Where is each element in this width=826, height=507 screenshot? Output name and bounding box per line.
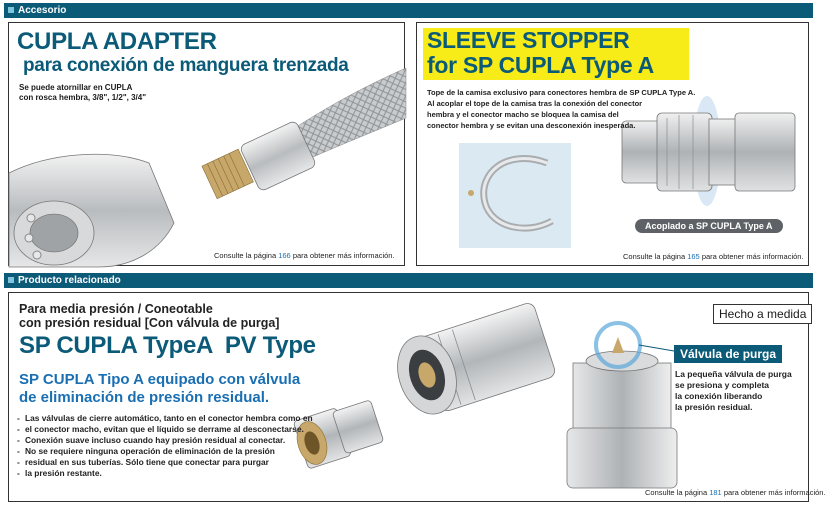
subtitle-line: SP CUPLA Tipo A equipado con válvula (19, 371, 301, 388)
pv-type-preheading (19, 302, 279, 330)
cupla-adapter-panel (8, 22, 405, 266)
description-line: se presiona y completa (675, 380, 770, 390)
page-link[interactable]: 165 (687, 252, 700, 261)
title-line: SLEEVE STOPPER (427, 27, 630, 53)
description-line: con rosca hembra, 3/8", 1/2", 3/4" (19, 93, 146, 102)
coupled-tag: Acoplado a SP CUPLA Type A (635, 219, 783, 233)
cupla-adapter-subtitle: para conexión de manguera trenzada (23, 55, 349, 76)
description-line: Se puede atornillar en CUPLA (19, 83, 133, 92)
feature-item: - el conector macho, evitan que el líquido se derrame al desconectarse. (17, 424, 313, 435)
section-bar-accessory (4, 3, 813, 18)
pv-type-panel (8, 292, 826, 502)
custom-made-badge: Hecho a medida (713, 304, 812, 324)
feature-item: - residual en sus tuberías. Sólo tiene que conectar para purgar (17, 457, 313, 468)
section-title: Producto relacionado (18, 275, 121, 286)
page-reference: Consulte la página 165 para obtener más información. (623, 252, 804, 261)
description-line: Tope de la camisa exclusivo para conectores hembra de SP CUPLA Type A. (427, 88, 696, 97)
pv-type-subtitle (19, 371, 300, 407)
pv-type-title: SP CUPLA TypeA PV Type (19, 332, 316, 359)
page-reference: Consulte la página 166 para obtener más información. (214, 251, 395, 260)
description-line: conector hembra y se evitan una desconexión inesperada. (427, 121, 636, 130)
sleeve-stopper-description (427, 87, 695, 131)
sleeve-stopper-title (423, 28, 689, 80)
feature-item: - Conexión suave incluso cuando hay presión residual al conectar. (17, 435, 313, 446)
page-link[interactable]: 166 (278, 251, 291, 260)
pv-type-features (17, 413, 313, 479)
cupla-adapter-description (19, 83, 146, 103)
page-link[interactable]: 181 (709, 488, 722, 497)
description-line: La pequeña válvula de purga (675, 369, 792, 379)
preheading-line: Para media presión / Coneotable (19, 302, 213, 316)
cupla-adapter-title: CUPLA ADAPTER (17, 28, 217, 55)
feature-item: - Las válvulas de cierre automático, tanto en el conector hembra como en (17, 413, 313, 424)
section-bar-related (4, 273, 813, 288)
sleeve-stopper-panel (416, 22, 809, 266)
description-line: hembra y el conector macho se bloquea la camisa del (427, 110, 619, 119)
description-line: Al acoplar el tope de la camisa tras la conexión del conector (427, 99, 643, 108)
purge-valve-tag: Válvula de purga (674, 345, 782, 363)
purge-valve-description (675, 369, 792, 413)
description-line: la conexión liberando (675, 391, 763, 401)
subtitle-line: de eliminación de presión residual. (19, 389, 270, 406)
title-line: for SP CUPLA Type A (427, 52, 654, 78)
feature-item: - No se requiere ninguna operación de eliminación de la presión (17, 446, 313, 457)
feature-item: - la presión restante. (17, 468, 313, 479)
preheading-line: con presión residual [Con válvula de purga] (19, 316, 280, 330)
page-reference: Consulte la página 181 para obtener más información. (645, 488, 826, 497)
section-title: Accesorio (18, 5, 67, 16)
description-line: la presión residual. (675, 402, 753, 412)
